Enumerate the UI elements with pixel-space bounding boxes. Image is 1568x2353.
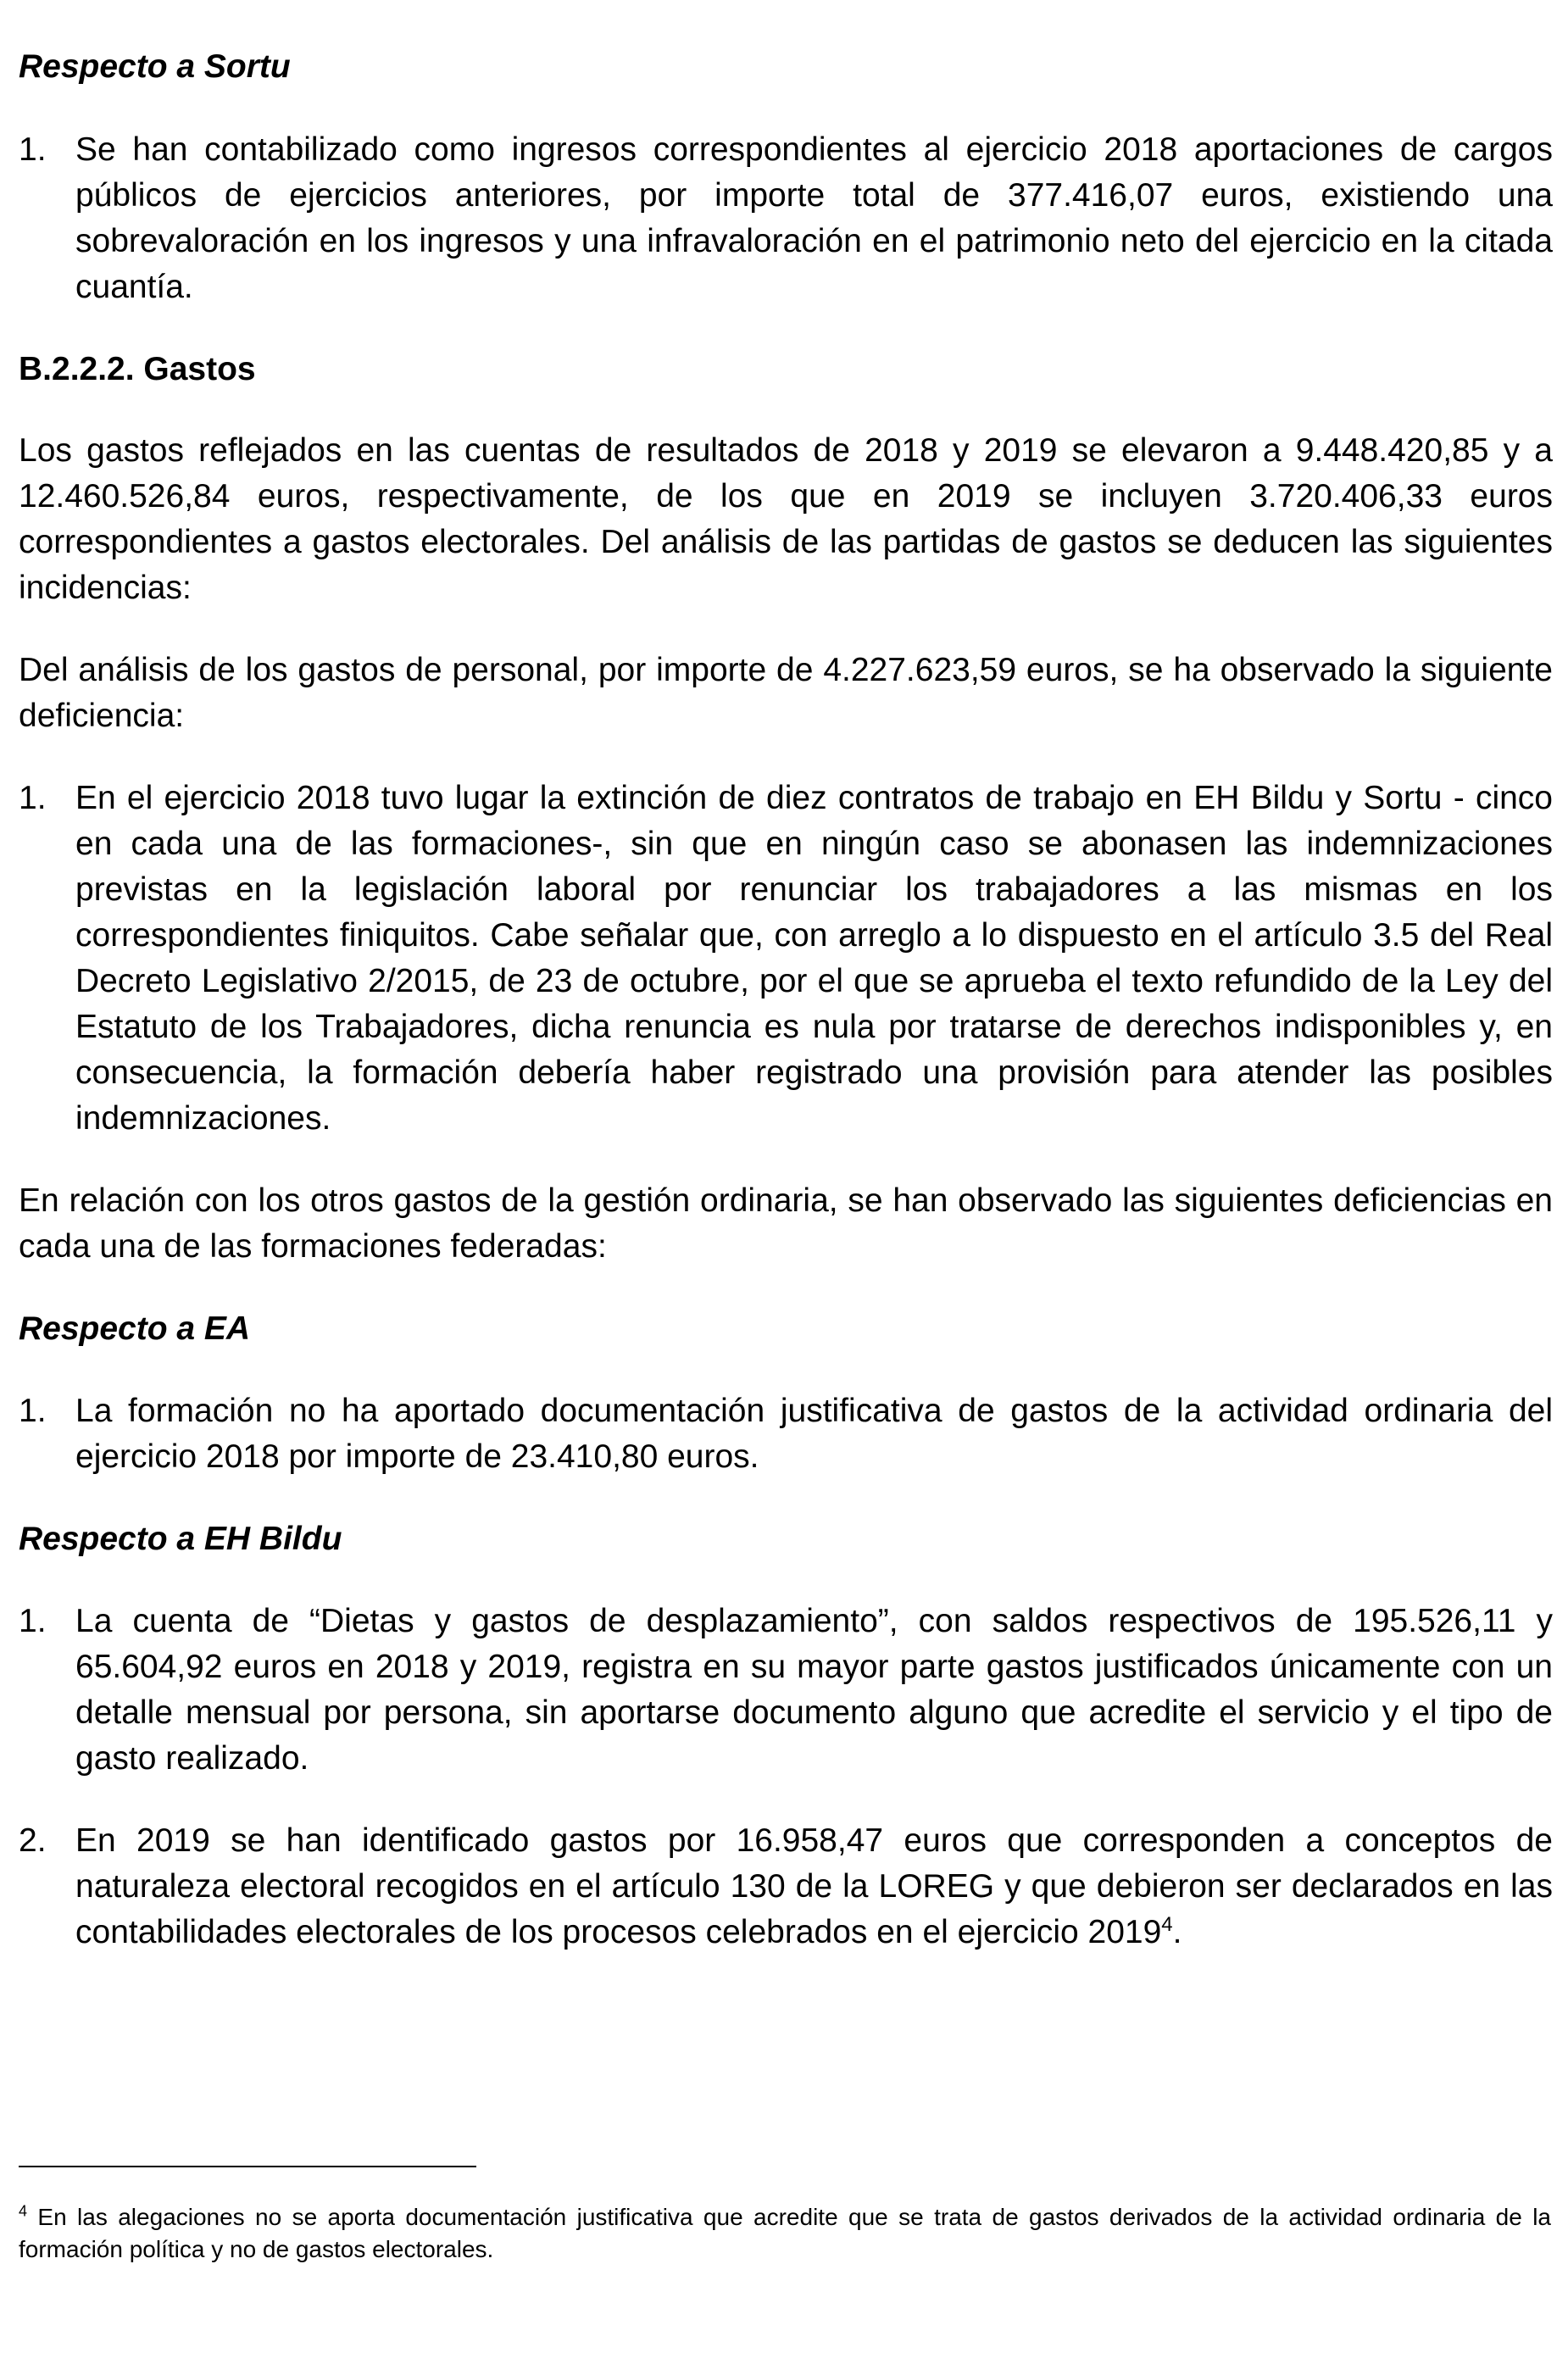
paragraph-gastos-summary: Los gastos reflejados en las cuentas de resultados de 2018 y 2019 se elevaron a 9.448.420,85 y a 12.460.526,84 euros, respectivamente, de los que en 2019 se incluyen 3.720.406,33 euros correspondientes a gastos electorales. Del análisis de las partidas de gastos se deducen las siguientes incidencias: [19,432,1553,606]
document-body [19,44,1553,1955]
list-text-end: . [1172,1914,1182,1950]
list-item-ea-1 [19,1388,1553,1480]
list-number: 1. [19,780,47,816]
list-text-body: En 2019 se han identificado gastos por 16.958,47 euros que corresponden a conceptos de naturaleza electoral recogidos en el artículo 130 de la LOREG y que debieron ser declarados en las contabilidades electorales de los procesos celebrados en el ejercicio 2019 [75,1822,1553,1950]
list-text: La cuenta de “Dietas y gastos de desplazamiento”, con saldos respectivos de 195.526,11 y 65.604,92 euros en 2018 y 2019, registra en su mayor parte gastos justificados únicamente con un detalle mensual por persona, sin aportarse documento alguno que acredite el servicio y el tipo de gasto realizado. [75,1603,1553,1777]
footnote-separator [19,2166,476,2167]
list-item-sortu-1 [19,127,1553,310]
footnote [19,2201,1551,2266]
heading-ea: Respecto a EA [19,1310,251,1347]
list-number: 1. [19,1393,47,1429]
list-number: 1. [19,131,47,168]
paragraph-otros-gastos: En relación con los otros gastos de la gestión ordinaria, se han observado las siguientes deficiencias en cada una de las formaciones federadas: [19,1182,1553,1265]
list-item-bildu-1 [19,1599,1553,1782]
list-text: En el ejercicio 2018 tuvo lugar la extinción de diez contratos de trabajo en EH Bildu y Sortu - cinco en cada una de las formaciones-, sin que en ningún caso se abonasen las indemnizaciones previstas en la legislación laboral por renunciar los trabajadores a las mismas en los correspondientes finiquitos. Cabe señalar que, con arreglo a lo dispuesto en el artículo 3.5 del Real Decreto Legislativo 2/2015, de 23 de octubre, por el que se aprueba el texto refundido de la Ley del Estatuto de los Trabajadores, dicha renuncia es nula por tratarse de derechos indisponibles y, en consecuencia, la formación debería haber registrado una provisión para atender las posibles indemnizaciones. [75,780,1553,1137]
list-text: Se han contabilizado como ingresos correspondientes al ejercicio 2018 aportaciones de cargos públicos de ejercicios anteriores, por importe total de 377.416,07 euros, existiendo una sobrevaloración en los ingresos y una infravaloración en el patrimonio neto del ejercicio en la citada cuantía. [75,131,1553,305]
footnote-mark: 4 [19,2202,28,2220]
list-number: 1. [19,1603,47,1639]
list-text [75,1818,1553,1955]
paragraph-gastos-personal: Del análisis de los gastos de personal, por importe de 4.227.623,59 euros, se ha observado la siguiente deficiencia: [19,652,1553,734]
footnote-reference: 4 [1161,1913,1173,1936]
heading-eh-bildu: Respecto a EH Bildu [19,1521,342,1557]
heading-gastos: B.2.2.2. Gastos [19,351,256,387]
footnote-text: En las alegaciones no se aporta documentación justificativa que acredite que se trata de gastos derivados de la actividad ordinaria de la formación política y no de gastos electorales. [19,2204,1551,2262]
list-item-personal-1 [19,776,1553,1142]
list-number: 2. [19,1822,47,1859]
list-text: La formación no ha aportado documentación justificativa de gastos de la actividad ordinaria del ejercicio 2018 por importe de 23.410,80 euros. [75,1393,1553,1475]
heading-sortu: Respecto a Sortu [19,48,291,85]
list-item-bildu-2 [19,1818,1553,1955]
